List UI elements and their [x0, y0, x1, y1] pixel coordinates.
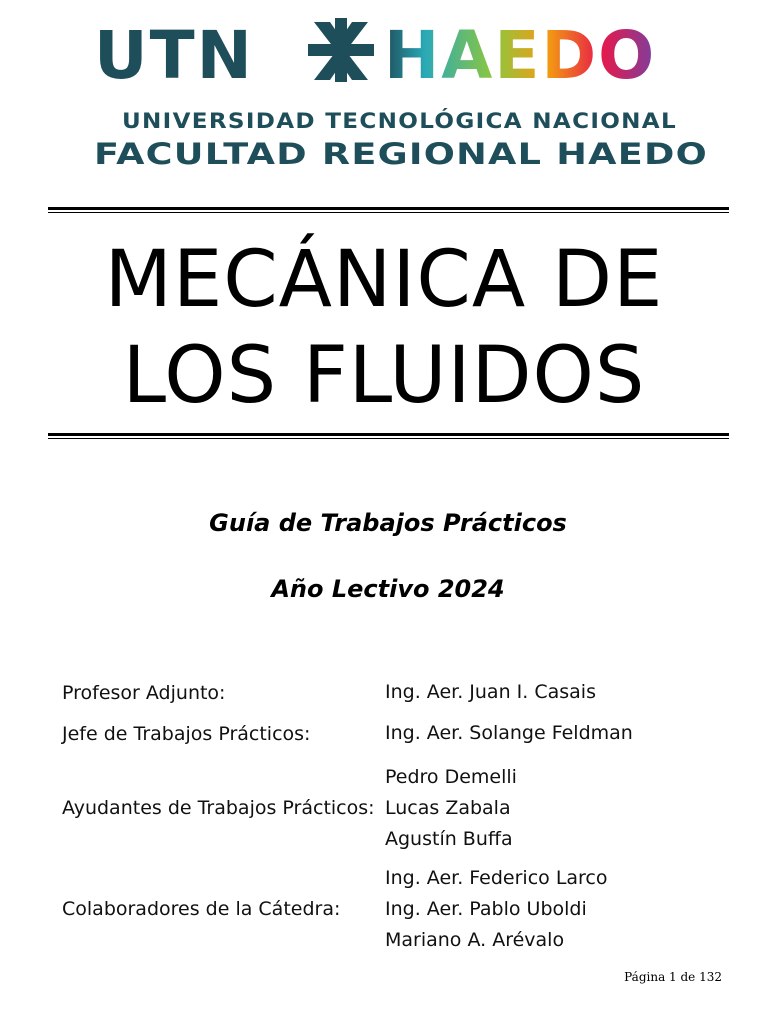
staff-table — [62, 676, 722, 956]
year-subtitle: Año Lectivo 2024 — [271, 575, 505, 603]
title-top-rule — [48, 207, 729, 213]
staff-row-assistants — [62, 762, 722, 854]
staff-name: Agustín Buffa — [385, 827, 513, 850]
staff-name: Pedro Demelli — [385, 765, 517, 788]
staff-row-chief — [62, 711, 722, 756]
staff-names — [385, 677, 722, 708]
guide-subtitle: Guía de Trabajos Prácticos — [209, 509, 567, 537]
utn-haedo-logo — [92, 12, 712, 172]
staff-name: Lucas Zabala — [385, 796, 511, 819]
staff-names — [385, 863, 722, 956]
staff-name: Ing. Aer. Juan I. Casais — [385, 681, 596, 703]
staff-name: Ing. Aer. Pablo Uboldi — [385, 897, 587, 920]
staff-role: Jefe de Trabajos Prácticos: — [62, 722, 311, 745]
title-bottom-rule — [48, 433, 729, 439]
staff-role: Profesor Adjunto: — [62, 681, 226, 704]
staff-name: Mariano A. Arévalo — [385, 928, 565, 951]
staff-role: Ayudantes de Trabajos Prácticos: — [62, 797, 375, 819]
document-title — [0, 232, 768, 424]
logo-faculty-line: FACULTAD REGIONAL HAEDO — [94, 137, 708, 171]
staff-role: Colaboradores de la Cátedra: — [62, 898, 341, 920]
staff-names — [385, 718, 722, 749]
staff-names — [385, 762, 722, 855]
logo-graphic — [92, 12, 712, 172]
staff-name: Ing. Aer. Federico Larco — [385, 866, 608, 889]
page-number: Página 1 de 132 — [624, 970, 722, 984]
logo-wordmark-utn: UTN — [94, 17, 254, 94]
logo-university-line: UNIVERSIDAD TECNOLÓGICA NACIONAL — [122, 109, 628, 133]
title-line-2: LOS FLUIDOS — [122, 331, 646, 421]
staff-row-professor — [62, 676, 722, 709]
logo-wordmark-haedo: HAEDO — [384, 17, 657, 94]
utn-emblem-icon — [308, 18, 374, 82]
staff-row-collaborators — [62, 862, 722, 956]
title-line-1: MECÁNICA DE — [104, 235, 664, 325]
staff-name: Ing. Aer. Solange Feldman — [385, 722, 633, 744]
